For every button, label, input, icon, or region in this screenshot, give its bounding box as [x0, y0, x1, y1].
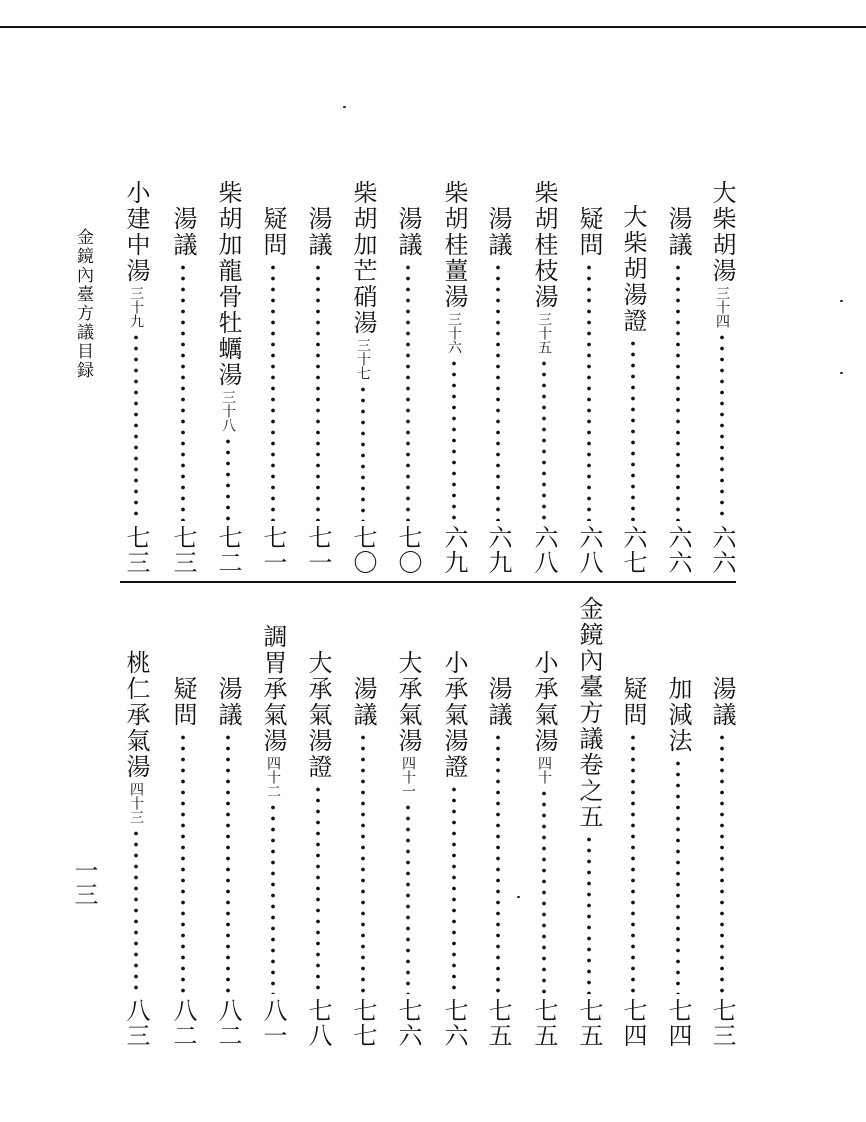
entry-page-number: 六九 — [484, 525, 512, 575]
entry-formula-number: 三十八 — [220, 390, 236, 432]
volume-heading — [571, 596, 607, 1048]
entry-title: 大承氣湯證 — [304, 650, 332, 780]
scan-speck — [840, 300, 843, 302]
entry-page-number: 八三 — [122, 998, 150, 1048]
dot-leader — [451, 784, 457, 994]
section-divider-rule — [120, 581, 736, 583]
toc-entry — [345, 676, 381, 1048]
dot-leader — [405, 802, 411, 994]
entry-title: 加減法 — [664, 676, 692, 754]
dot-leader — [586, 834, 592, 994]
dot-leader — [360, 384, 366, 521]
top-border-rule — [0, 26, 866, 28]
dot-leader — [270, 802, 276, 994]
dot-leader — [225, 732, 231, 994]
dot-leader — [133, 332, 139, 521]
entry-title: 大柴胡湯 — [708, 180, 736, 284]
toc-entry — [526, 650, 562, 1048]
entry-formula-number: 三十四 — [714, 286, 730, 328]
entry-page-number: 七八 — [304, 998, 332, 1048]
entry-title: 柴胡桂枝湯 — [530, 180, 558, 310]
toc-entry — [255, 206, 291, 575]
dot-leader — [451, 358, 457, 521]
dot-leader — [719, 332, 725, 521]
toc-entry — [526, 180, 562, 575]
entry-page-number: 七一 — [304, 525, 332, 575]
entry-page-number: 七四 — [664, 998, 692, 1048]
page-folio-number: 一三 — [70, 858, 98, 906]
entry-title: 大承氣湯 — [394, 650, 422, 754]
dot-leader — [225, 436, 231, 521]
entry-page-number: 八一 — [259, 998, 287, 1048]
entry-formula-number: 三十九 — [128, 286, 144, 328]
entry-page-number: 八二 — [169, 998, 197, 1048]
toc-entry — [345, 180, 381, 575]
volume-page-number: 七五 — [575, 998, 603, 1048]
entry-page-number: 七一 — [259, 525, 287, 575]
dot-leader — [133, 828, 139, 994]
dot-leader — [180, 262, 186, 521]
entry-page-number: 七二 — [214, 525, 242, 575]
entry-page-number: 八二 — [214, 998, 242, 1048]
entry-title: 桃仁承氣湯 — [122, 650, 150, 780]
entry-formula-number: 三十六 — [446, 312, 462, 354]
entry-title: 大柴胡湯證 — [619, 204, 647, 334]
dot-leader — [541, 788, 547, 994]
dot-leader — [315, 784, 321, 994]
toc-entry — [118, 650, 154, 1048]
entry-title: 柴胡桂薑湯 — [440, 180, 468, 310]
entry-page-number: 七三 — [169, 525, 197, 575]
entry-title: 湯議 — [304, 206, 332, 258]
entry-title: 疑問 — [259, 206, 287, 258]
toc-entry — [436, 180, 472, 575]
toc-entry — [660, 206, 696, 575]
entry-title: 湯議 — [708, 676, 736, 728]
toc-entry — [704, 676, 740, 1048]
entry-page-number: 七六 — [440, 998, 468, 1048]
entry-page-number: 六六 — [708, 525, 736, 575]
dot-leader — [495, 732, 501, 994]
margin-book-title: 金鏡內臺方議目録 — [73, 228, 93, 380]
entry-page-number: 七六 — [394, 998, 422, 1048]
volume-heading-text: 金鏡內臺方議卷之五 — [575, 596, 603, 830]
dot-leader — [405, 262, 411, 521]
toc-entry — [436, 650, 472, 1048]
entry-title: 湯議 — [484, 676, 512, 728]
dot-leader — [360, 732, 366, 994]
toc-entry — [300, 650, 336, 1048]
entry-title: 疑問 — [619, 676, 647, 728]
toc-entry — [210, 676, 246, 1048]
entry-page-number: 七七 — [349, 998, 377, 1048]
entry-page-number: 六八 — [530, 525, 558, 575]
entry-page-number: 七〇 — [349, 525, 377, 575]
toc-entry — [390, 206, 426, 575]
dot-leader — [719, 732, 725, 994]
toc-entry — [255, 624, 291, 1048]
entry-title: 小承氣湯 — [530, 650, 558, 754]
scan-speck — [343, 106, 346, 108]
toc-entry — [300, 206, 336, 575]
scan-speck — [840, 372, 843, 374]
toc-entry — [660, 676, 696, 1048]
entry-title: 湯議 — [169, 206, 197, 258]
dot-leader — [586, 262, 592, 521]
toc-entry — [615, 676, 651, 1048]
entry-page-number: 六八 — [575, 525, 603, 575]
dot-leader — [541, 358, 547, 521]
entry-title: 湯議 — [214, 676, 242, 728]
entry-formula-number: 三十五 — [536, 312, 552, 354]
toc-entry — [390, 650, 426, 1048]
entry-formula-number: 四十 — [536, 756, 552, 784]
entry-page-number: 七〇 — [394, 525, 422, 575]
entry-title: 小建中湯 — [122, 180, 150, 284]
toc-entry — [480, 676, 516, 1048]
entry-page-number: 七三 — [708, 998, 736, 1048]
entry-title: 湯議 — [664, 206, 692, 258]
entry-title: 柴胡加龍骨牡蠣湯 — [214, 180, 242, 388]
entry-formula-number: 三十七 — [355, 338, 371, 380]
toc-entry — [165, 676, 201, 1048]
toc-entry — [704, 180, 740, 575]
entry-page-number: 七五 — [530, 998, 558, 1048]
entry-title: 柴胡加芒硝湯 — [349, 180, 377, 336]
entry-page-number: 六九 — [440, 525, 468, 575]
entry-formula-number: 四十二 — [265, 756, 281, 798]
dot-leader — [180, 732, 186, 994]
dot-leader — [675, 758, 681, 994]
toc-entry — [118, 180, 154, 575]
dot-leader — [495, 262, 501, 521]
entry-formula-number: 四十三 — [128, 782, 144, 824]
entry-title: 湯議 — [394, 206, 422, 258]
entry-title: 調胃承氣湯 — [259, 624, 287, 754]
entry-formula-number: 四十一 — [400, 756, 416, 798]
entry-title: 湯議 — [349, 676, 377, 728]
entry-title: 疑問 — [169, 676, 197, 728]
entry-page-number: 七五 — [484, 998, 512, 1048]
entry-title: 湯議 — [484, 206, 512, 258]
entry-title: 小承氣湯證 — [440, 650, 468, 780]
entry-page-number: 七四 — [619, 998, 647, 1048]
scan-speck — [517, 896, 520, 898]
toc-entry — [210, 180, 246, 575]
toc-entry — [165, 206, 201, 575]
entry-page-number: 六七 — [619, 525, 647, 575]
dot-leader — [630, 732, 636, 994]
entry-title: 疑問 — [575, 206, 603, 258]
dot-leader — [315, 262, 321, 521]
toc-entry — [571, 206, 607, 575]
entry-page-number: 六六 — [664, 525, 692, 575]
toc-entry — [480, 206, 516, 575]
dot-leader — [270, 262, 276, 521]
entry-page-number: 七三 — [122, 525, 150, 575]
dot-leader — [675, 262, 681, 521]
dot-leader — [630, 338, 636, 521]
toc-entry — [615, 204, 651, 575]
